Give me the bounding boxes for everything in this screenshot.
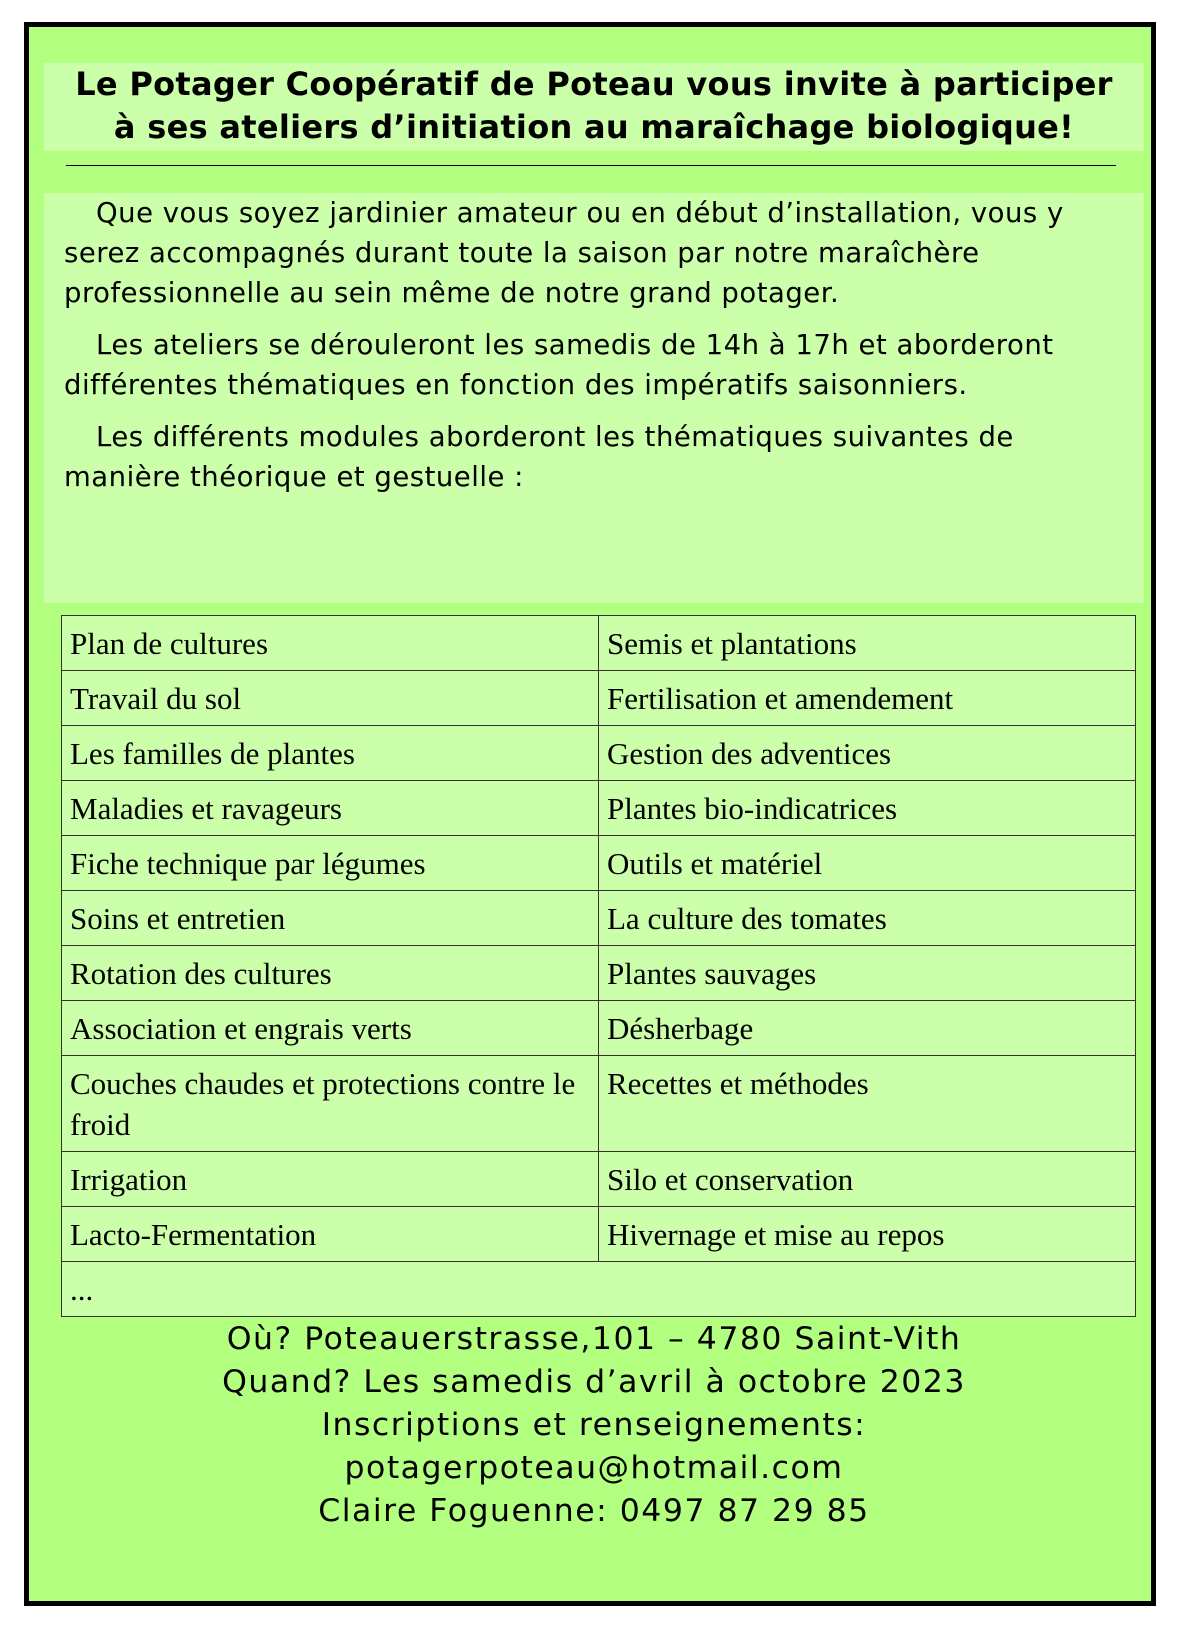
table-row	[62, 671, 1136, 726]
title-line-2: à ses ateliers d’initiation au maraîchage biologique!	[113, 108, 1075, 146]
table-row	[62, 1152, 1136, 1207]
contact-footer	[44, 1318, 1144, 1533]
topic-cell: Fiche technique par légumes	[62, 836, 599, 891]
topic-cell: Fertilisation et amendement	[599, 671, 1136, 726]
table-row	[62, 781, 1136, 836]
table-row	[62, 946, 1136, 1001]
topic-cell: Soins et entretien	[62, 891, 599, 946]
email-text: potagerpoteau@hotmail.com	[344, 1450, 844, 1486]
topic-cell: Recettes et méthodes	[599, 1056, 1136, 1152]
topic-cell: Plantes bio-indicatrices	[599, 781, 1136, 836]
table-row	[62, 836, 1136, 891]
topic-cell: Plantes sauvages	[599, 946, 1136, 1001]
topic-cell: Irrigation	[62, 1152, 599, 1207]
topics-table	[61, 615, 1136, 1317]
intro-text	[44, 193, 1144, 603]
table-row	[62, 1262, 1136, 1317]
topic-cell: Plan de cultures	[62, 616, 599, 671]
intro-paragraph-1: Que vous soyez jardinier amateur ou en début d’installation, vous y serez accompagnés durant toute la saison par notre maraîchère professionnelle au sein même de notre grand potager.	[64, 197, 1064, 309]
topic-cell: Lacto-Fermentation	[62, 1207, 599, 1262]
table-row	[62, 726, 1136, 781]
topic-cell: Les familles de plantes	[62, 726, 599, 781]
intro-paragraph-2: Les ateliers se dérouleront les samedis de 14h à 17h et aborderont différentes thématiques en fonction des impératifs saisonniers.	[64, 329, 1054, 401]
topic-cell: Couches chaudes et protections contre le froid	[62, 1056, 599, 1152]
location-text: Où? Poteauerstrasse,101 – 4780 Saint-Vith	[226, 1321, 962, 1357]
topic-cell: Désherbage	[599, 1001, 1136, 1056]
table-row	[62, 891, 1136, 946]
topic-cell: Travail du sol	[62, 671, 599, 726]
signup-text: Inscriptions et renseignements:	[321, 1407, 867, 1443]
schedule-text: Quand? Les samedis d’avril à octobre 2023	[222, 1364, 966, 1400]
phone-contact-text: Claire Foguenne: 0497 87 29 85	[318, 1493, 870, 1529]
table-row	[62, 1056, 1136, 1152]
table-row	[62, 1001, 1136, 1056]
topic-cell: Semis et plantations	[599, 616, 1136, 671]
topic-cell: Association et engrais verts	[62, 1001, 599, 1056]
topic-cell: Gestion des adventices	[599, 726, 1136, 781]
topic-cell: Silo et conservation	[599, 1152, 1136, 1207]
ellipsis-cell: ...	[62, 1262, 1136, 1317]
topic-cell: Hivernage et mise au repos	[599, 1207, 1136, 1262]
table-row	[62, 616, 1136, 671]
divider-line	[66, 165, 1116, 166]
topic-cell: Outils et matériel	[599, 836, 1136, 891]
poster	[24, 22, 1156, 1606]
topic-cell: La culture des tomates	[599, 891, 1136, 946]
topic-cell: Rotation des cultures	[62, 946, 599, 1001]
poster-title	[44, 63, 1144, 151]
table-row	[62, 1207, 1136, 1262]
title-line-1: Le Potager Coopératif de Poteau vous invite à participer	[75, 65, 1113, 103]
intro-paragraph-3: Les différents modules aborderont les thématiques suivantes de manière théorique et gestuelle :	[64, 421, 1014, 493]
topic-cell: Maladies et ravageurs	[62, 781, 599, 836]
